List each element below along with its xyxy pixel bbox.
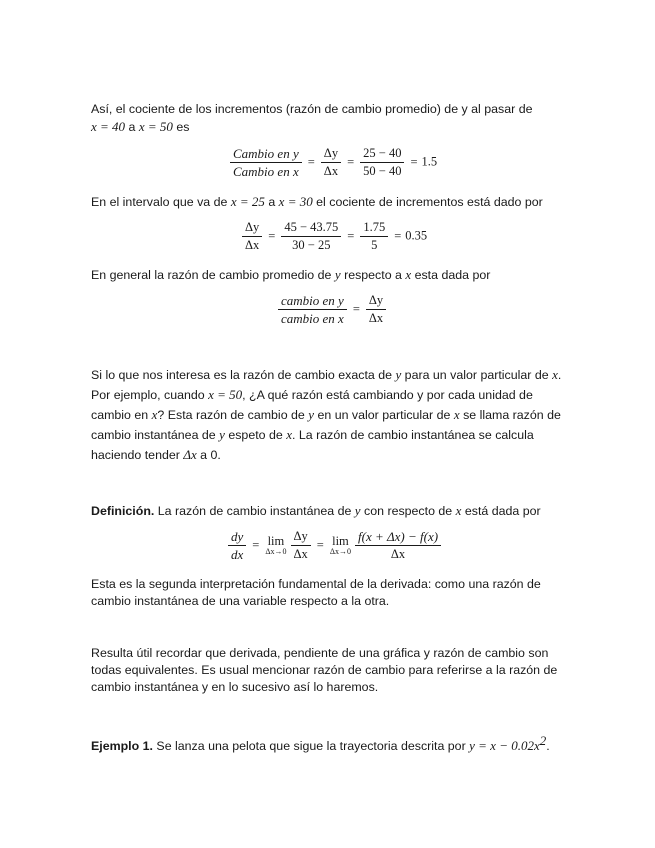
equation-average-rate-example-1: $\frac{\text{Cambio en y}}{\text{Cambio en x}}$ = $\frac{\Delta y}{\Delta x}$ = $\frac{25 - 40}{50 - 40}$ = 1.5 <box>228 146 437 179</box>
paragraph-interval-25-30: En el intervalo que va de x = 25 a x = 30 el cociente de incrementos está dado por <box>91 194 543 209</box>
example-label: Ejemplo 1. <box>91 739 153 754</box>
paragraph-definition: Definición. La razón de cambio instantánea de y con respecto de x está dada por <box>91 503 541 518</box>
equation-derivative-definition: $\frac{dy}{dx}$ = lim Δx→0 $\frac{\Delta y}{\Delta x}$ = lim Δx→0 $\frac{f(x + \Delta x) - f(x)}{\Delta x}$ <box>226 529 443 562</box>
paragraph-average-rate-intro: Así, el cociente de los incrementos (razón de cambio promedio) de y al pasar de x = 40 a x = 50 es <box>91 102 533 134</box>
equation-average-rate-example-2: $\frac{\Delta y}{\Delta x}$ = $\frac{45 - 43.75}{30 - 25}$ = $\frac{1.75}{5}$ = 0.35 <box>240 220 427 253</box>
paragraph-general-average-rate: En general la razón de cambio promedio de y respecto a x esta dada por <box>91 267 491 282</box>
paragraph-interpretation: Esta es la segunda interpretación fundamental de la derivada: como una razón de cambio instantánea de una variable respecto a la otra. <box>91 577 541 608</box>
paragraph-equivalence: Resulta útil recordar que derivada, pendiente de una gráfica y razón de cambio son todas equivalentes. Es usual mencionar razón de cambio para referirse a la razón de cambio instantánea y en lo sucesivo así lo haremos. <box>91 646 558 694</box>
paragraph-example-1: Ejemplo 1. Se lanza una pelota que sigue la trayectoria descrita por $y = x - 0.02x^2$. <box>91 733 550 754</box>
paragraph-instantaneous-rate: Si lo que nos interesa es la razón de cambio exacta de y para un valor particular de x. Por ejemplo, cuando x = 50, ¿A qué razón está cambiando y por cada unidad de cambio en x? Esta razón de cambio de y en un valor particular de x se llama razón de cambio instantánea de y espeto de x. La razón de cambio instantánea se calcula haciendo tender Δx a 0. <box>91 367 562 462</box>
equation-general-average-rate: $\frac{\text{cambio en y}}{\text{cambio en x}}$ = $\frac{\Delta y}{\Delta x}$ <box>276 293 388 326</box>
definition-label: Definición. <box>91 504 155 518</box>
